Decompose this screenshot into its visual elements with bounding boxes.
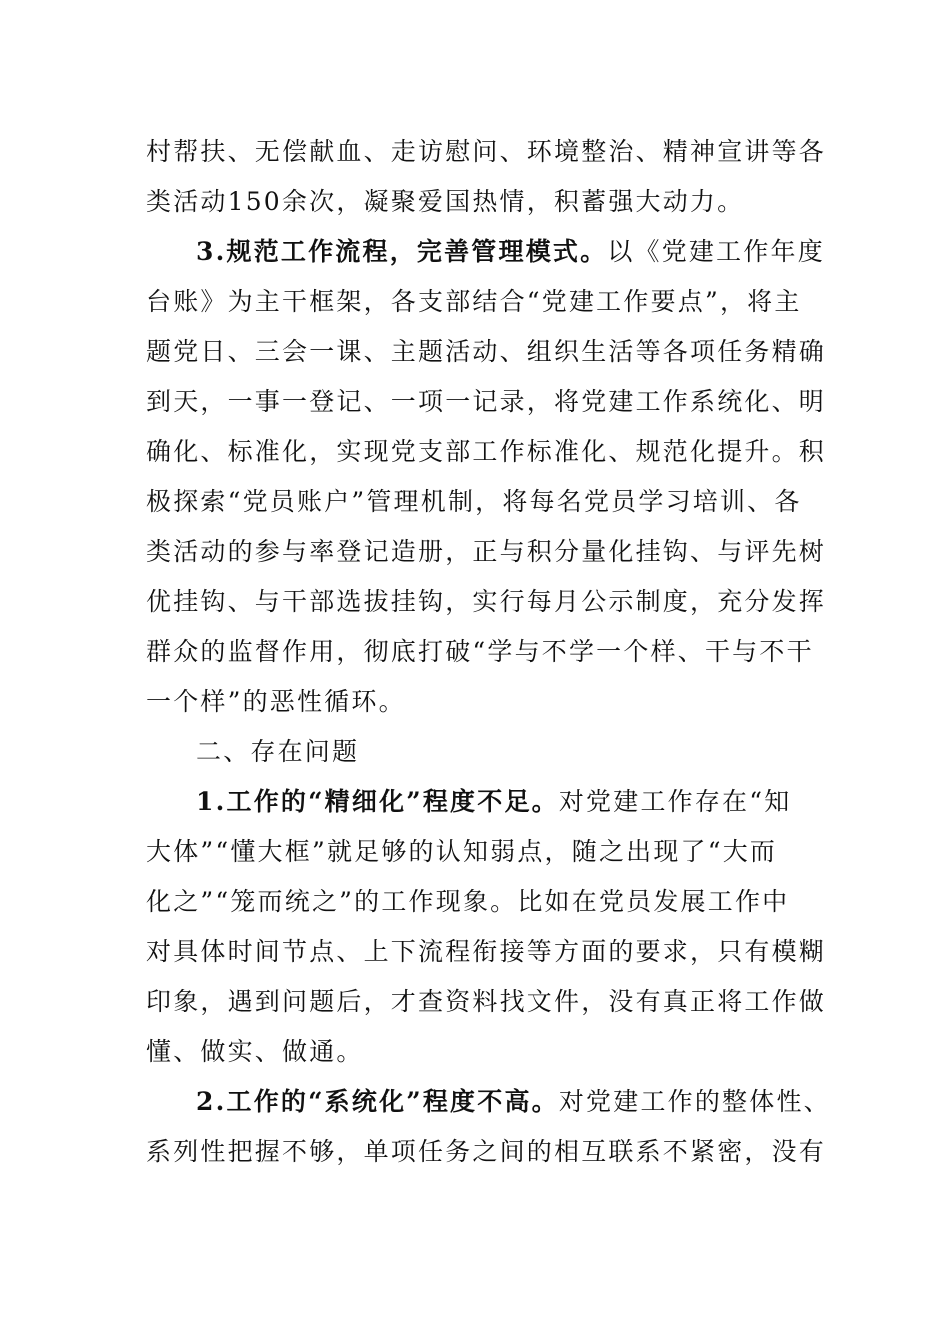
paragraph-line: 台账》为主干框架，各支部结合“党建工作要点”，将主 — [146, 287, 802, 316]
paragraph-line — [196, 1087, 831, 1117]
paragraph-line: 类活动的参与率登记造册，正与积分量化挂钩、与评先树 — [146, 537, 827, 566]
paragraph-line: 系列性把握不够，单项任务之间的相互联系不紧密，没有 — [146, 1137, 827, 1166]
paragraph-line — [196, 787, 791, 817]
paragraph-line: 印象，遇到问题后，才查资料找文件，没有真正将工作做 — [146, 987, 827, 1016]
paragraph-line: 极探索“党员账户”管理机制，将每名党员学习培训、各 — [146, 487, 802, 516]
paragraph-line: 到天，一事一登记、一项一记录，将党建工作系统化、明 — [146, 387, 827, 416]
paragraph-line: 村帮扶、无偿献血、走访慰问、环境整治、精神宣讲等各 — [146, 137, 827, 166]
paragraph-line: 一个样”的恶性循环。 — [146, 687, 406, 716]
paragraph-text: 对党建工作存在“知 — [558, 787, 792, 816]
paragraph-text: 以《党建工作年度 — [607, 237, 825, 266]
paragraph-text: 对党建工作的整体性、 — [558, 1087, 831, 1116]
paragraph-heading: 3.规范工作流程，完善管理模式。 — [196, 237, 608, 266]
paragraph-line: 化之”“笼而统之”的工作现象。比如在党员发展工作中 — [146, 887, 790, 916]
paragraph-line: 对具体时间节点、上下流程衔接等方面的要求，只有模糊 — [146, 937, 827, 966]
paragraph-line: 类活动150余次，凝聚爱国热情，积蓄强大动力。 — [146, 187, 745, 216]
paragraph-line: 题党日、三会一课、主题活动、组织生活等各项任务精确 — [146, 337, 827, 366]
paragraph-heading: 2.工作的“系统化”程度不高。 — [196, 1087, 559, 1116]
paragraph-line — [196, 237, 825, 267]
paragraph-line: 优挂钩、与干部选拔挂钩，实行每月公示制度，充分发挥 — [146, 587, 827, 616]
paragraph-line: 群众的监督作用，彻底打破“学与不学一个样、干与不干 — [146, 637, 814, 666]
paragraph-line: 懂、做实、做通。 — [146, 1037, 364, 1066]
section-title: 二、存在问题 — [196, 737, 360, 766]
paragraph-heading: 1.工作的“精细化”程度不足。 — [196, 787, 559, 816]
paragraph-line: 确化、标准化，实现党支部工作标准化、规范化提升。积 — [146, 437, 827, 466]
paragraph-line: 大体”“懂大框”就足够的认知弱点，随之出现了“大而 — [146, 837, 778, 866]
